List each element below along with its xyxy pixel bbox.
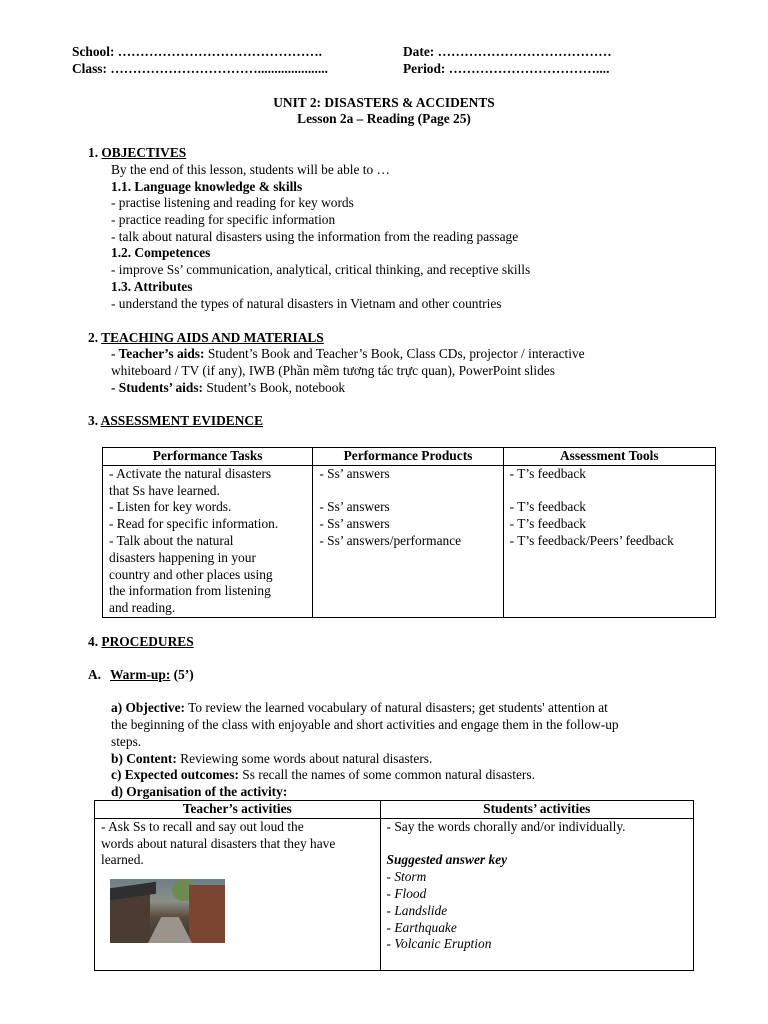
task-line: - Talk about the natural — [109, 532, 234, 548]
aids-heading: 2. TEACHING AIDS AND MATERIALS — [88, 330, 324, 345]
answer-key-item: - Volcanic Eruption — [386, 936, 492, 952]
spacer — [319, 483, 496, 500]
table-header: Teacher’s activities — [95, 801, 381, 819]
students-aids: - Students’ aids: Student’s Book, notebook — [111, 380, 346, 395]
answer-key-item: - Storm — [386, 869, 427, 885]
warmup-organisation: d) Organisation of the activity: — [111, 784, 288, 799]
answer-key-item: - Flood — [386, 885, 427, 901]
assessment-table — [102, 447, 716, 618]
warmup-objective-continued: the beginning of the class with enjoyable and short activities and engage them in the follow-up — [111, 717, 619, 732]
table-header-row — [103, 448, 716, 466]
product-line: - Ss’ answers — [319, 516, 390, 532]
tool-line: - T’s feedback — [509, 516, 586, 532]
objectives-item: - talk about natural disasters using the information from the reading passage — [111, 229, 519, 244]
task-line: - Listen for key words. — [109, 499, 232, 515]
objectives-subheading-1: 1.1. Language knowledge & skills — [111, 179, 303, 194]
table-header-row — [95, 801, 694, 819]
village-alley-photo — [110, 879, 225, 943]
task-line: disasters happening in your — [109, 549, 256, 565]
objectives-intro: By the end of this lesson, students will be able to … — [111, 162, 390, 177]
objectives-subheading-3: 1.3. Attributes — [111, 279, 193, 294]
answer-key-item: - Landslide — [386, 902, 448, 918]
warmup-outcomes: c) Expected outcomes: Ss recall the names of some common natural disasters. — [111, 767, 535, 782]
task-line: - Activate the natural disasters — [109, 465, 272, 481]
teacher-activity-line: learned. — [101, 852, 144, 868]
warmup-objective: a) Objective: To review the learned vocabulary of natural disasters; get students' attention at — [111, 700, 608, 715]
teacher-activity-line: - Ask Ss to recall and say out loud the — [101, 818, 304, 834]
product-line: - Ss’ answers — [319, 465, 390, 481]
period-field: Period: …………………………….... — [403, 61, 610, 76]
warmup-content: b) Content: Reviewing some words about natural disasters. — [111, 751, 433, 766]
students-activities-cell — [380, 818, 693, 970]
table-header: Performance Tasks — [103, 448, 313, 466]
table-header: Performance Products — [313, 448, 503, 466]
table-header: Assessment Tools — [503, 448, 715, 466]
tools-cell — [503, 465, 715, 617]
class-field: Class: ……………………………..................... — [72, 61, 328, 76]
school-field: School: ………………………………………. — [72, 44, 322, 59]
task-line: - Read for specific information. — [109, 516, 279, 532]
table-row — [103, 465, 716, 617]
spacer — [510, 483, 709, 500]
objectives-item: - practice reading for specific information — [111, 212, 336, 227]
teacher-aids: - Teacher’s aids: Student’s Book and Teacher’s Book, Class CDs, projector / interactive — [111, 346, 585, 361]
warmup-heading: A. Warm-up: (5’) — [88, 667, 194, 682]
objectives-heading: 1. OBJECTIVES — [88, 145, 187, 160]
answer-key-title: Suggested answer key — [386, 852, 508, 868]
procedures-heading: 4. PROCEDURES — [88, 634, 194, 649]
objectives-item: - improve Ss’ communication, analytical, critical thinking, and receptive skills — [111, 262, 531, 277]
objectives-item: - understand the types of natural disasters in Vietnam and other countries — [111, 296, 502, 311]
student-activity-line: - Say the words chorally and/or individually. — [386, 818, 626, 834]
tool-line: - T’s feedback/Peers’ feedback — [509, 532, 674, 548]
objectives-subheading-2: 1.2. Competences — [111, 245, 211, 260]
assessment-heading: 3. ASSESSMENT EVIDENCE — [88, 413, 264, 428]
warmup-objective-continued: steps. — [111, 734, 142, 749]
table-header: Students’ activities — [380, 801, 693, 819]
tool-line: - T’s feedback — [509, 499, 586, 515]
task-line: and reading. — [109, 600, 176, 616]
task-line: that Ss have learned. — [109, 482, 220, 498]
tool-line: - T’s feedback — [509, 465, 586, 481]
teacher-activity-line: words about natural disasters that they have — [101, 835, 336, 851]
product-line: - Ss’ answers — [319, 499, 390, 515]
tasks-cell — [103, 465, 313, 617]
date-field: Date: ………………………………… — [403, 44, 612, 59]
products-cell — [313, 465, 503, 617]
teacher-aids-continued: whiteboard / TV (if any), IWB (Phần mềm tương tác trực quan), PowerPoint slides — [111, 363, 555, 378]
objectives-item: - practise listening and reading for key words — [111, 195, 354, 210]
task-line: country and other places using — [109, 566, 273, 582]
unit-title: UNIT 2: DISASTERS & ACCIDENTS — [273, 95, 495, 110]
product-line: - Ss’ answers/performance — [319, 532, 462, 548]
task-line: the information from listening — [109, 583, 271, 599]
answer-key-item: - Earthquake — [386, 919, 457, 935]
spacer — [387, 836, 687, 853]
lesson-title: Lesson 2a – Reading (Page 25) — [297, 111, 471, 126]
